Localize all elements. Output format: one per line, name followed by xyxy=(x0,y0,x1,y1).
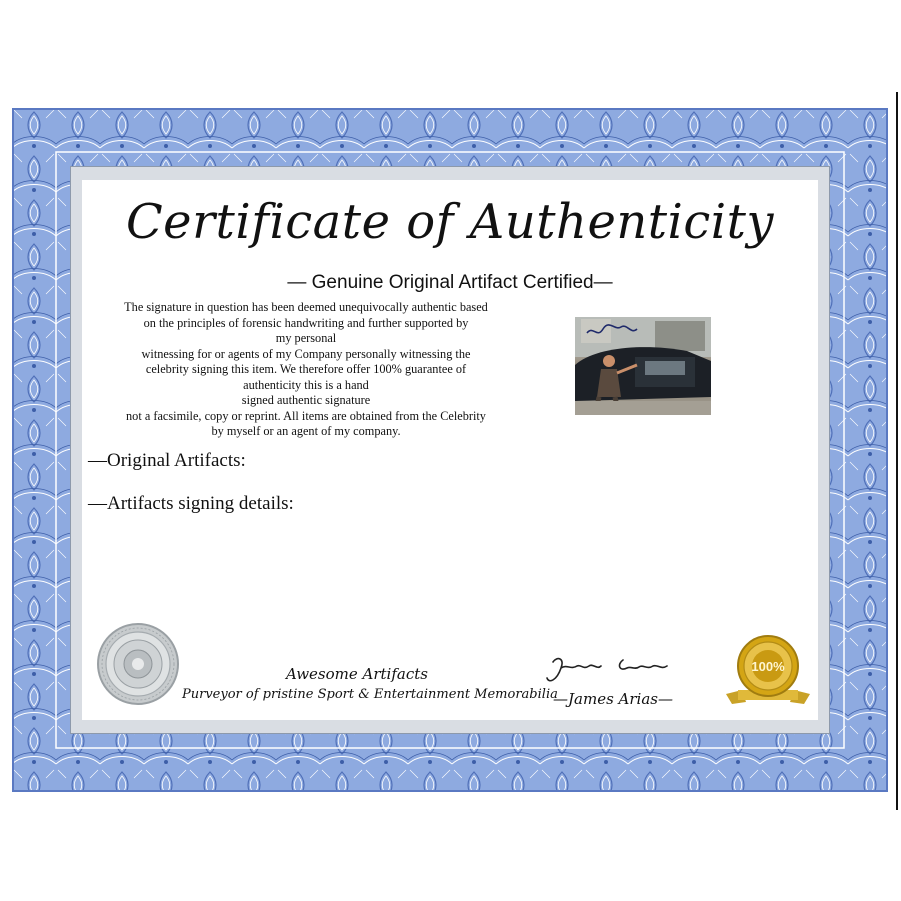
signed-photo xyxy=(575,317,711,415)
statement-line: authenticity this is a hand xyxy=(243,377,369,392)
statement-line: on the principles of forensic handwriting and further supported by xyxy=(143,315,469,330)
certificate-subtitle: — Genuine Original Artifact Certified— xyxy=(287,272,613,293)
statement-line: The signature in question has been deemed unequivocally authentic based xyxy=(124,300,488,314)
page-edge-rule xyxy=(896,92,898,810)
company-block xyxy=(182,665,558,702)
gold-seal-text: 100% xyxy=(751,659,785,674)
authenticity-statement xyxy=(88,300,524,440)
company-name: Awesome Artifacts xyxy=(286,665,428,683)
statement-line: by myself or an agent of my company. xyxy=(211,424,401,438)
certificate-title: Certificate of Authenticity xyxy=(125,194,775,250)
silver-seal-icon xyxy=(96,622,180,706)
gold-seal-icon xyxy=(722,632,814,714)
statement-line: signed authentic signature xyxy=(241,393,371,407)
content-panel xyxy=(82,180,818,720)
statement-line: my personal xyxy=(275,331,337,345)
statement-line: celebrity signing this item. We therefore offer 100% guarantee of xyxy=(145,362,467,376)
original-artifacts-label: —Original Artifacts: xyxy=(88,450,246,471)
handwritten-signature xyxy=(543,654,683,690)
certificate xyxy=(12,108,888,792)
statement-line: not a facsimile, copy or reprint. All items are obtained from the Celebrity xyxy=(126,408,486,423)
statement-line: witnessing for or agents of my Company personally witnessing the xyxy=(141,346,471,361)
signature-block xyxy=(538,654,688,708)
company-tagline: Purveyor of pristine Sport & Entertainment Memorabilia xyxy=(182,687,558,702)
signing-details-label: —Artifacts signing details: xyxy=(88,493,294,514)
signer-name: —James Arias— xyxy=(553,690,673,708)
